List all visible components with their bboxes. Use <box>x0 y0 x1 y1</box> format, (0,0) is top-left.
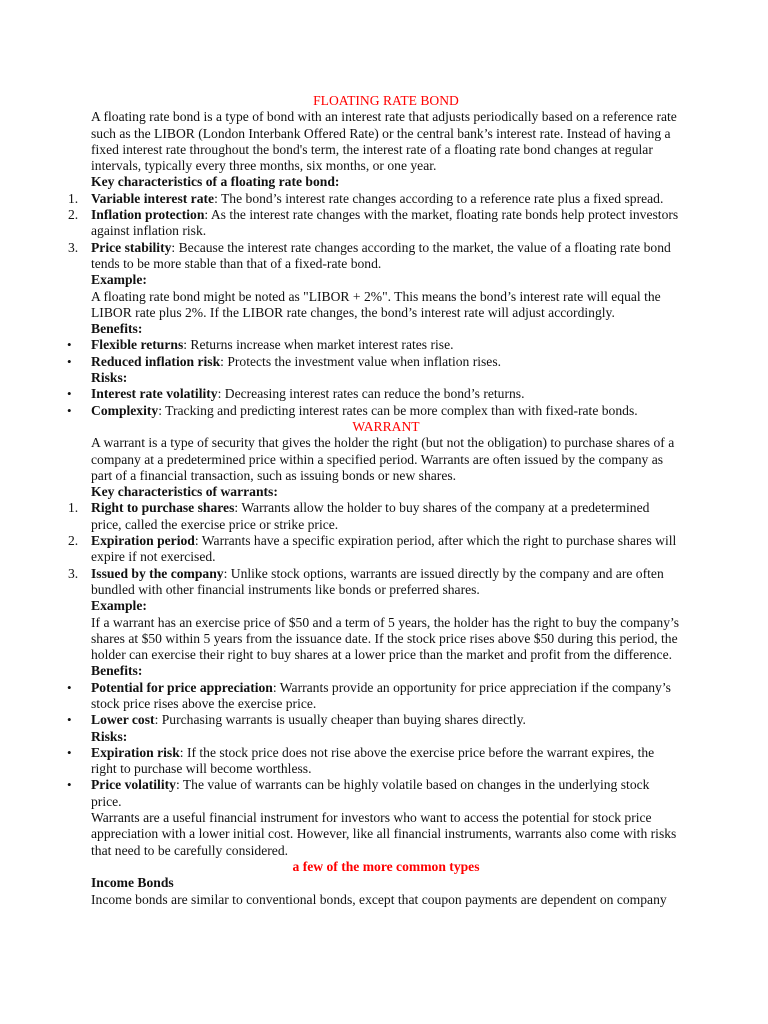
bullet-icon: • <box>67 386 72 402</box>
frb-risk-item <box>67 386 681 402</box>
bullet-icon: • <box>67 679 72 695</box>
list-number: 1. <box>68 500 79 516</box>
list-number: 3. <box>68 565 79 581</box>
frb-example-heading: Example: <box>91 272 147 288</box>
item-text: : As the interest rate changes with the market, floating rate bonds help protect investors against inflation risk. <box>91 207 679 239</box>
item-term: Price volatility <box>91 777 176 793</box>
warrant-benefit-item <box>67 712 681 728</box>
warrant-benefits-heading: Benefits: <box>91 663 143 679</box>
item-term: Flexible returns <box>91 337 184 353</box>
frb-key-item <box>68 239 681 273</box>
item-term: Potential for price appreciation <box>91 679 273 695</box>
frb-key-item <box>68 207 681 240</box>
item-text: : Decreasing interest rates can reduce the bond’s returns. <box>217 386 525 402</box>
list-number: 1. <box>68 190 79 206</box>
frb-key-item <box>68 190 681 207</box>
warrant-risk-item <box>67 744 681 778</box>
warrant-risks-heading: Risks: <box>91 728 128 744</box>
bullet-icon: • <box>67 402 72 418</box>
item-term: Expiration period <box>91 533 195 549</box>
bullet-icon: • <box>67 744 72 760</box>
bullet-icon: • <box>67 777 72 793</box>
section-title-warrant: WARRANT <box>352 418 420 434</box>
list-number: 2. <box>68 207 79 223</box>
item-term: Reduced inflation risk <box>91 353 221 369</box>
income-bonds-text: Income bonds are similar to conventional bonds, except that coupon payments are dependent on company <box>91 891 667 907</box>
item-text: : Warrants have a specific expiration period, after which the right to purchase shares will expire if not exercised. <box>91 533 677 565</box>
section-title-common-types: a few of the more common types <box>292 858 480 874</box>
frb-risk-item <box>67 402 681 419</box>
item-text: : Warrants provide an opportunity for price appreciation if the company’s stock price rises above the exercise price. <box>91 679 671 711</box>
item-term: Complexity <box>91 402 159 418</box>
item-text: : Purchasing warrants is usually cheaper than buying shares directly. <box>154 712 526 728</box>
frb-benefit-item <box>67 337 681 353</box>
warrant-benefit-item <box>67 679 681 713</box>
item-text: : Tracking and predicting interest rates can be more complex than with fixed-rate bonds. <box>158 402 638 418</box>
bullet-icon: • <box>67 337 72 353</box>
item-text: : Warrants allow the holder to buy shares of the company at a predetermined price, called the exercise price or strike price. <box>91 500 650 532</box>
frb-intro: A floating rate bond is a type of bond with an interest rate that adjusts periodically based on a reference rate such as the LIBOR (London Interbank Offered Rate) or the central bank’s interest rate. Instead of having a fixed interest rate throughout the bond's term, the interest rate of a floating rate bond changes at regular intervals, typically every three months, six months, or one year. <box>91 109 677 174</box>
item-text: : Because the interest rate changes according to the market, the value of a floating rate bond tends to be more stable than that of a fixed-rate bond. <box>91 239 671 271</box>
item-term: Issued by the company <box>91 565 224 581</box>
warrant-example-text: If a warrant has an exercise price of $50 and a term of 5 years, the holder has the right to buy the company’s shares at $50 within 5 years from the issuance date. If the stock price rises above $50 during this period, the holder can exercise their right to buy shares at a lower price than the market and profit from the difference. <box>91 614 680 663</box>
warrant-key-item <box>68 500 681 533</box>
item-term: Right to purchase shares <box>91 500 235 516</box>
item-term: Lower cost <box>91 712 155 728</box>
item-term: Inflation protection <box>91 207 205 223</box>
warrant-key-item <box>68 565 681 599</box>
frb-risks-heading: Risks: <box>91 370 128 386</box>
frb-benefit-item <box>67 353 681 370</box>
frb-key-heading: Key characteristics of a floating rate bond: <box>91 174 340 190</box>
bullet-icon: • <box>67 712 72 728</box>
income-bonds-heading: Income Bonds <box>91 875 174 891</box>
item-text: : The value of warrants can be highly volatile based on changes in the underlying stock price. <box>91 777 650 809</box>
bullet-icon: • <box>67 353 72 369</box>
item-text: : Returns increase when market interest rates rise. <box>183 337 454 353</box>
item-text: : Unlike stock options, warrants are issued directly by the company and are often bundled with other financial instruments like bonds or preferred shares. <box>91 565 664 597</box>
item-term: Expiration risk <box>91 744 180 760</box>
warrant-risk-item <box>67 777 681 810</box>
item-term: Price stability <box>91 239 172 255</box>
warrant-key-item <box>68 533 681 566</box>
item-text: : The bond’s interest rate changes according to a reference rate plus a fixed spread. <box>214 190 664 206</box>
warrant-key-heading: Key characteristics of warrants: <box>91 484 278 500</box>
frb-example-text: A floating rate bond might be noted as "LIBOR + 2%". This means the bond’s interest rate will equal the LIBOR rate plus 2%. If the LIBOR rate changes, the bond’s interest rate will adjust accordingly. <box>91 288 661 320</box>
warrant-intro: A warrant is a type of security that gives the holder the right (but not the obligation) to purchase shares of a company at a predetermined price within a specified period. Warrants are often issued by the company as part of a financial transaction, such as issuing bonds or new shares. <box>91 435 675 483</box>
section-title-floating-rate-bond: FLOATING RATE BOND <box>313 93 459 108</box>
list-number: 2. <box>68 533 79 549</box>
item-text: : If the stock price does not rise above the exercise price before the warrant expires, the right to purchase will become worthless. <box>91 744 655 777</box>
frb-benefits-heading: Benefits: <box>91 321 143 337</box>
warrant-example-heading: Example: <box>91 598 147 614</box>
item-term: Variable interest rate <box>91 190 215 206</box>
document-body <box>67 93 681 908</box>
item-term: Interest rate volatility <box>91 386 218 402</box>
item-text: : Protects the investment value when inflation rises. <box>220 353 502 369</box>
list-number: 3. <box>68 239 79 255</box>
warrant-conclusion: Warrants are a useful financial instrument for investors who want to access the potential for stock price appreciation with a lower initial cost. However, like all financial instruments, warrants also come with risks that need to be carefully considered. <box>91 810 677 858</box>
